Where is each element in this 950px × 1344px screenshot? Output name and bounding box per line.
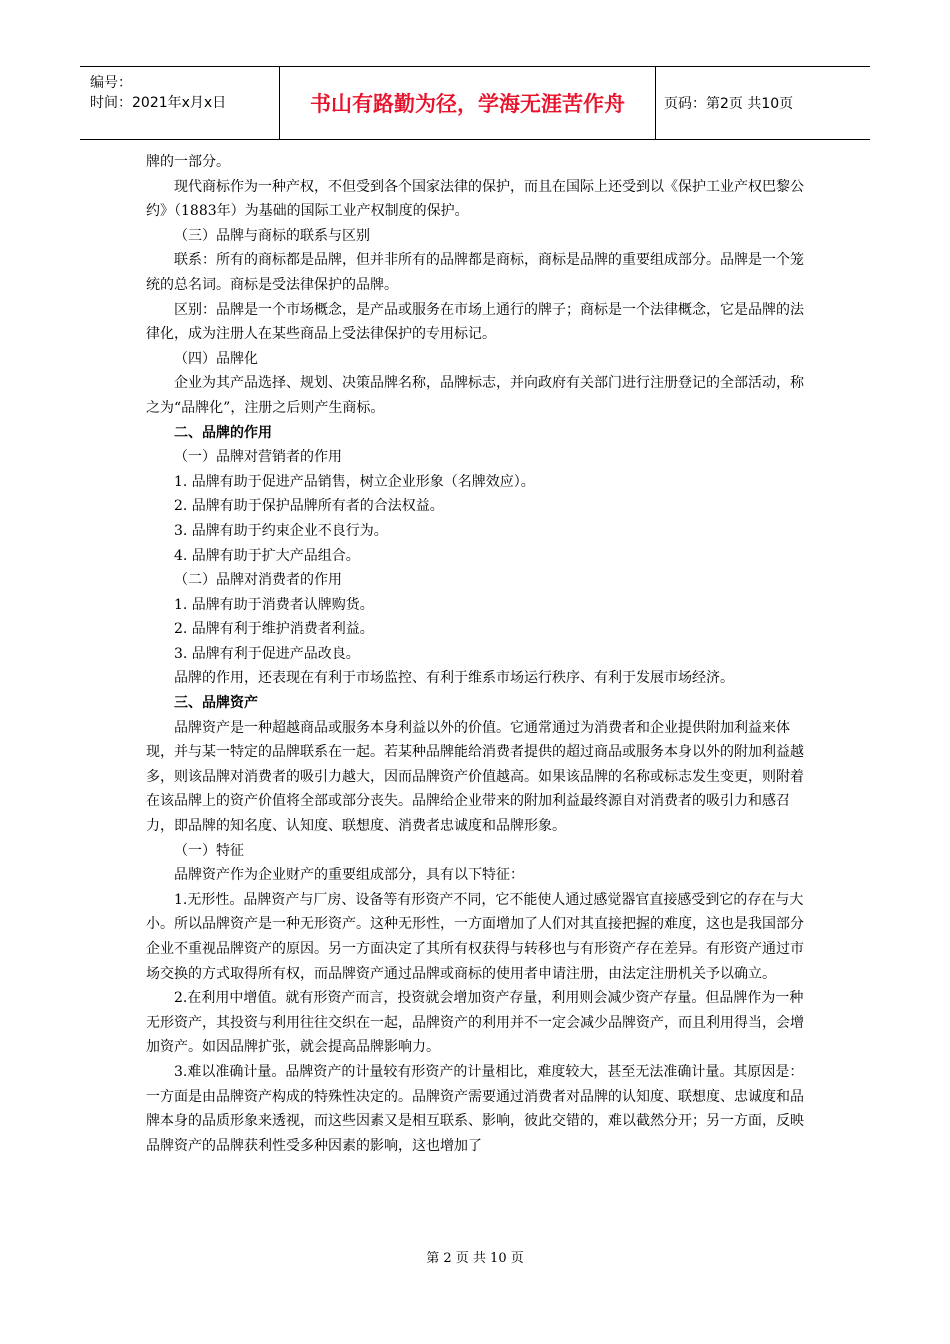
paragraph: 1. 品牌有助于消费者认牌购货。 <box>174 596 374 613</box>
header-motto: 书山有路勤为径，学海无涯苦作舟 <box>280 67 656 139</box>
document-number: 编号： <box>90 75 132 91</box>
paragraph: （三）品牌与商标的联系与区别 <box>174 227 370 244</box>
paragraph: 3. 品牌有利于促进产品改良。 <box>174 645 360 662</box>
paragraph: （二）品牌对消费者的作用 <box>174 572 342 589</box>
page-header <box>80 66 870 140</box>
paragraph: 品牌资产是一种超越商品或服务本身利益以外的价值。它通常通过为消费者和企业提供附加利益来体现，并与某一特定的品牌联系在一起。若某种品牌能给消费者提供的超过商品或服务本身以外的附加利益越多，则该品牌对消费者的吸引力越大，因而品牌资产价值越高。如果该品牌的名称或标志发生变更，则附着在该品牌上的资产价值将全部或部分丧失。品牌给企业带来的附加利益最终源自对消费者的吸引力和感召力，即品牌的知名度、认知度、联想度、消费者忠诚度和品牌形象。 <box>146 719 804 835</box>
paragraph: （一）特征 <box>174 842 244 859</box>
paragraph: （一）品牌对营销者的作用 <box>174 449 342 466</box>
document-body <box>146 150 810 1158</box>
header-page-code: 页码：第2页 共10页 <box>664 96 794 112</box>
paragraph: 联系：所有的商标都是品牌，但并非所有的品牌都是商标，商标是品牌的重要组成部分。品牌是一个笼统的总名词。商标是受法律保护的品牌。 <box>146 252 804 293</box>
paragraph: 2. 品牌有利于维护消费者利益。 <box>174 621 374 638</box>
paragraph: 3.难以准确计量。品牌资产的计量较有形资产的计量相比，难度较大，甚至无法准确计量。其原因是：一方面是由品牌资产构成的特殊性决定的。品牌资产需要通过消费者对品牌的认知度、联想度、忠诚度和品牌本身的品质形象来透视，而这些因素又是相互联系、影响，彼此交错的，难以截然分开；另一方面，反映品牌资产的品牌获利性受多种因素的影响，这也增加了 <box>146 1063 804 1154</box>
page-footer: 第 2 页 共 10 页 <box>426 1251 524 1266</box>
paragraph: 1.无形性。品牌资产与厂房、设备等有形资产不同，它不能使人通过感觉器官直接感受到它的存在与大小。所以品牌资产是一种无形资产。这种无形性，一方面增加了人们对其直接把握的难度，这也是我国部分企业不重视品牌资产的原因。另一方面决定了其所有权获得与转移也与有形资产存在差异。有形资产通过市场交换的方式取得所有权，而品牌资产通过品牌或商标的使用者申请注册，由法定注册机关予以确立。 <box>146 891 804 982</box>
paragraph: （四）品牌化 <box>174 350 258 367</box>
document-date: 时间：2021年x月x日 <box>90 95 227 111</box>
paragraph: 牌的一部分。 <box>146 154 230 170</box>
paragraph: 4. 品牌有助于扩大产品组合。 <box>174 547 360 564</box>
paragraph: 企业为其产品选择、规划、决策品牌名称，品牌标志，并向政府有关部门进行注册登记的全部活动，称之为“品牌化”，注册之后则产生商标。 <box>146 375 804 416</box>
paragraph: 1. 品牌有助于促进产品销售，树立企业形象（名牌效应）。 <box>174 473 535 490</box>
paragraph: 2. 品牌有助于保护品牌所有者的合法权益。 <box>174 498 444 515</box>
section-heading: 三、品牌资产 <box>174 695 258 712</box>
paragraph: 品牌的作用，还表现在有利于市场监控、有利于维系市场运行秩序、有利于发展市场经济。 <box>174 670 734 687</box>
header-meta <box>80 67 280 139</box>
paragraph: 品牌资产作为企业财产的重要组成部分，具有以下特征： <box>174 867 524 884</box>
paragraph: 区别：品牌是一个市场概念，是产品或服务在市场上通行的牌子；商标是一个法律概念，它是品牌的法律化，成为注册人在某些商品上受法律保护的专用标记。 <box>146 301 804 343</box>
paragraph: 2.在利用中增值。就有形资产而言，投资就会增加资产存量，利用则会减少资产存量。但品牌作为一种无形资产，其投资与利用往往交织在一起，品牌资产的利用并不一定会减少品牌资产，而且利用得当，会增加资产。如因品牌扩张，就会提高品牌影响力。 <box>146 990 804 1056</box>
section-heading: 二、品牌的作用 <box>174 424 272 441</box>
paragraph: 3. 品牌有助于约束企业不良行为。 <box>174 522 388 539</box>
paragraph: 现代商标作为一种产权，不但受到各个国家法律的保护，而且在国际上还受到以《保护工业产权巴黎公约》（1883年）为基础的国际工业产权制度的保护。 <box>146 178 804 220</box>
